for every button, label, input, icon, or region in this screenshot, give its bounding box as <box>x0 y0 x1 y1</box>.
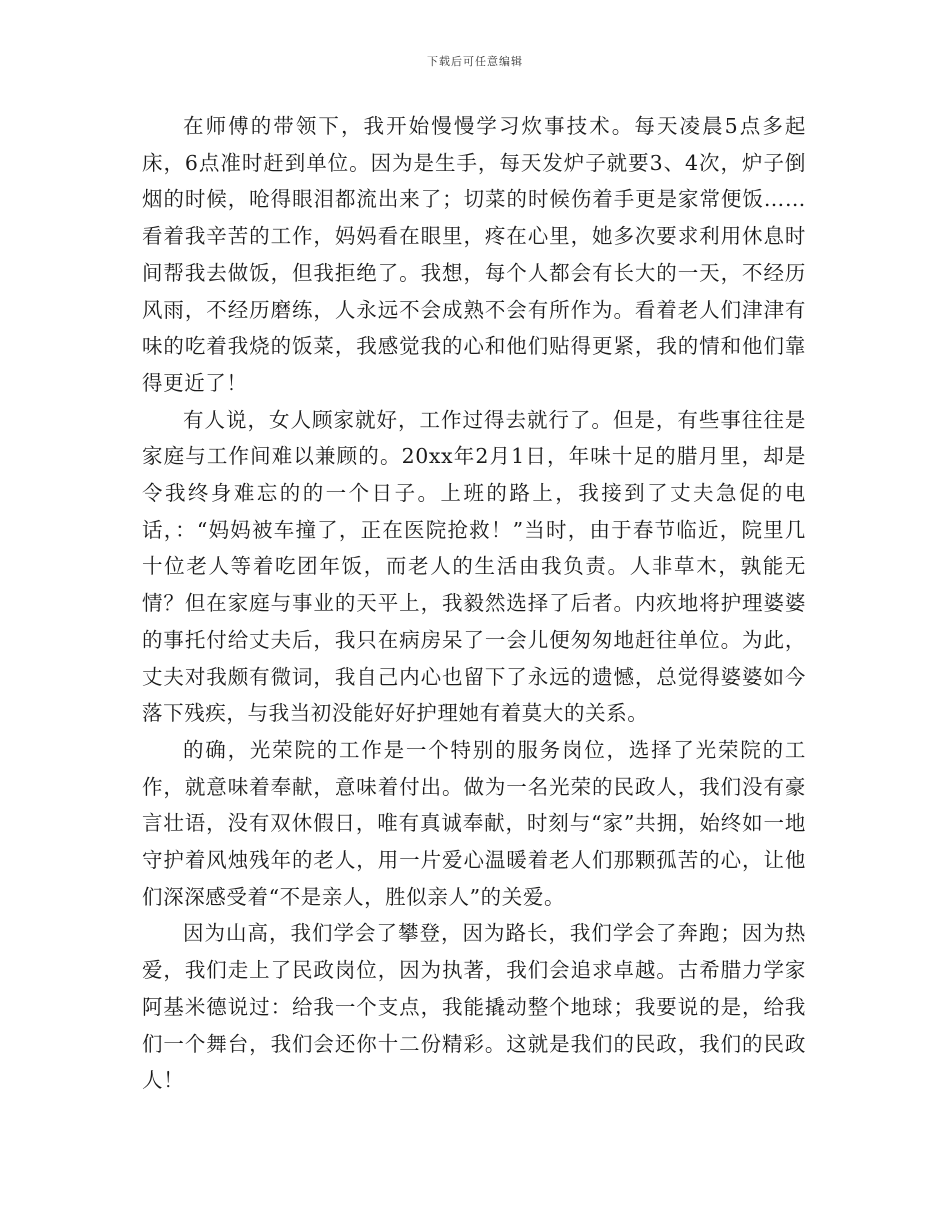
document-body <box>142 108 806 1099</box>
paragraph-1: 在师傅的带领下，我开始慢慢学习炊事技术。每天凌晨5点多起床，6点准时赶到单位。因为是生手，每天发炉子就要3、4次，炉子倒烟的时候，呛得眼泪都流出来了；切菜的时候伤着手更是家常便饭……看着我辛苦的工作，妈妈看在眼里，疼在心里，她多次要求利用休息时间帮我去做饭，但我拒绝了。我想，每个人都会有长大的一天，不经历风雨，不经历磨练，人永远不会成熟不会有所作为。看着老人们津津有味的吃着我烧的饭菜，我感觉我的心和他们贴得更紧，我的情和他们靠得更近了！ <box>142 114 806 395</box>
paragraph-2: 有人说，女人顾家就好，工作过得去就行了。但是，有些事往往是家庭与工作间难以兼顾的。20xx年2月1日，年味十足的腊月里，却是令我终身难忘的的一个日子。上班的路上，我接到了丈夫急促的电话，：“妈妈被车撞了，正在医院抢救！”当时，由于春节临近，院里几十位老人等着吃团年饭，而老人的生活由我负责。人非草木，孰能无情？但在家庭与事业的天平上，我毅然选择了后者。内疚地将护理婆婆的事托付给丈夫后，我只在病房呆了一会儿便匆匆地赶往单位。为此，丈夫对我颇有微词，我自己内心也留下了永远的遗憾，总觉得婆婆如今落下残疾，与我当初没能好好护理她有着莫大的关系。 <box>142 407 806 726</box>
page-header: 下载后可任意编辑 <box>427 55 523 68</box>
paragraph-3: 的确，光荣院的工作是一个特别的服务岗位，选择了光荣院的工作，就意味着奉献，意味着付出。做为一名光荣的民政人，我们没有豪言壮语，没有双休假日，唯有真诚奉献，时刻与“家”共拥，始终如一地守护着风烛残年的老人，用一片爱心温暖着老人们那颗孤苦的心，让他们深深感受着“不是亲人，胜似亲人”的关爱。 <box>142 737 806 909</box>
paragraph-4: 因为山高，我们学会了攀登，因为路长，我们学会了奔跑；因为热爱，我们走上了民政岗位，因为执著，我们会追求卓越。古希腊力学家阿基米德说过：给我一个支点，我能撬动整个地球；我要说的是，给我们一个舞台，我们会还你十二份精彩。这就是我们的民政，我们的民政人！ <box>142 921 806 1093</box>
